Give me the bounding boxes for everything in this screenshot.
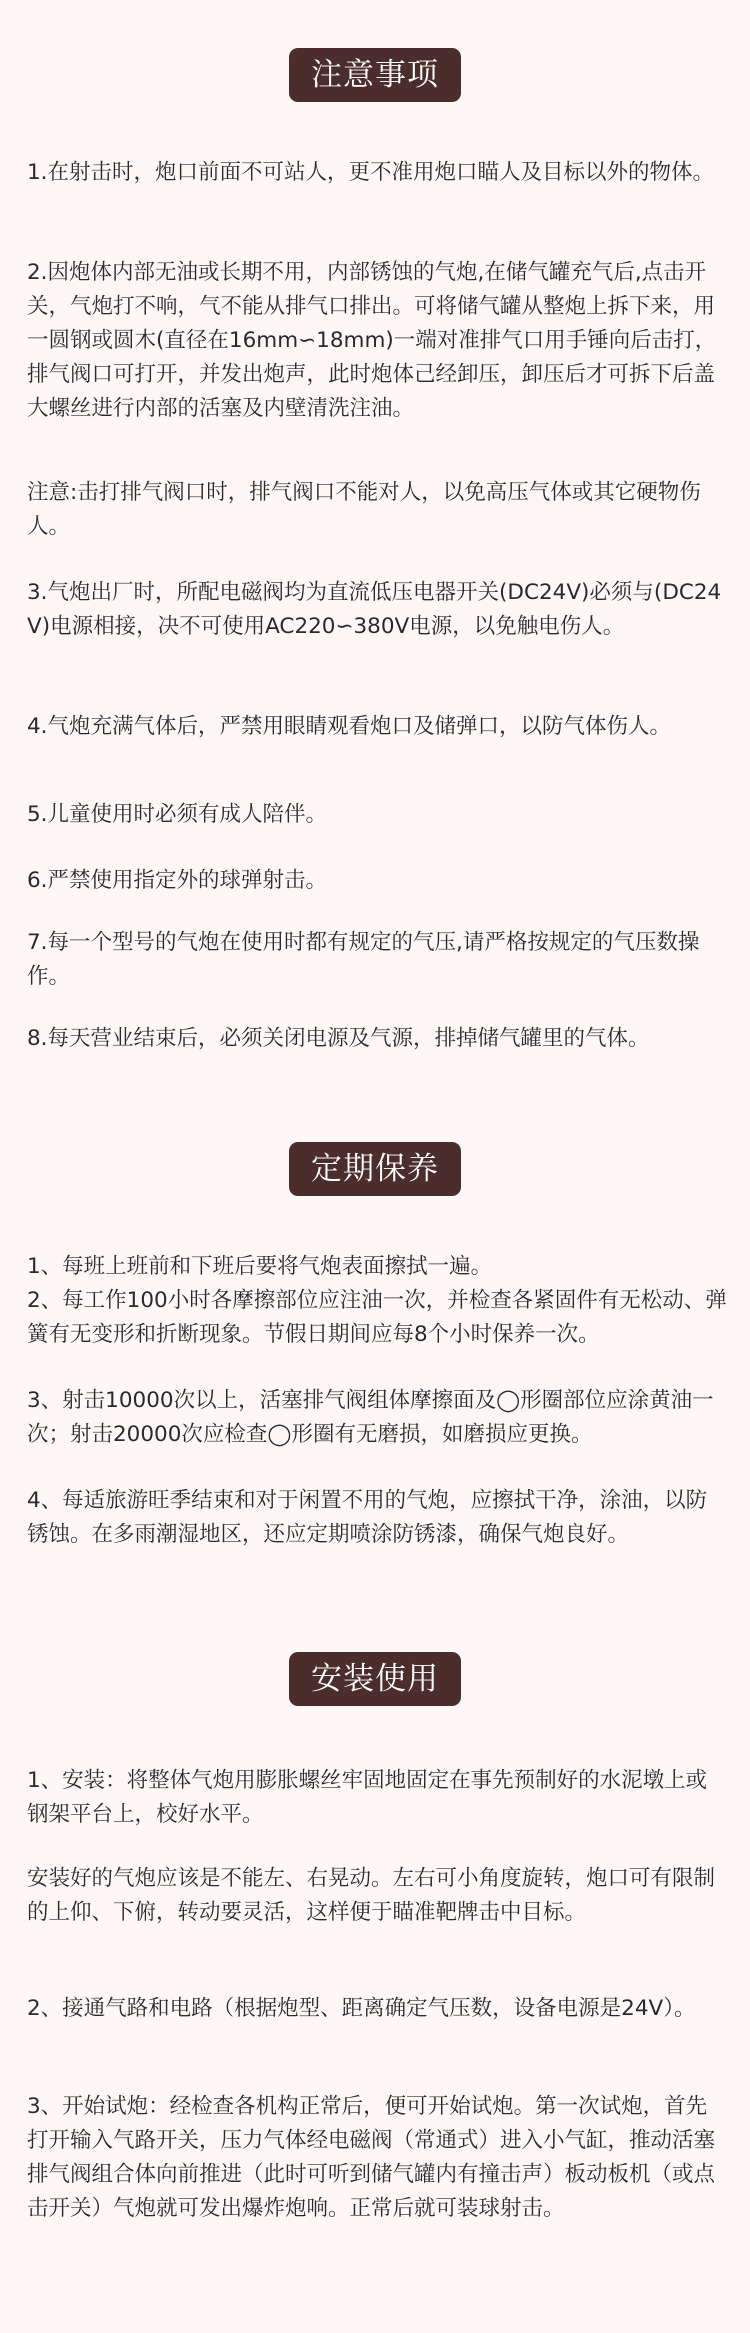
notice-item-3: 3.气炮出厂时，所配电磁阀均为直流低压电器开关(DC24V)必须与(DC24V)电源相接，决不可使用AC220∽380V电源，以免触电伤人。 [27,580,722,639]
install-title: 安装使用 [289,1652,461,1706]
notice-item-5: 5.儿童使用时必须有成人陪伴。 [27,802,328,827]
notice-item-7: 7.每一个型号的气炮在使用时都有规定的气压,请严格按规定的气压数操作。 [27,930,700,989]
maintenance-item-3: 3、射击10000次以上，活塞排气阀组体摩擦面及◯形圈部位应涂黄油一次；射击20000次应检查◯形圈有无磨损，如磨损应更换。 [27,1388,714,1447]
maintenance-item-1: 1、每班上班前和下班后要将气炮表面擦拭一遍。 [27,1254,493,1279]
maintenance-item-4: 4、每适旅游旺季结束和对于闲置不用的气炮，应擦拭干净，涂油，以防锈蚀。在多雨潮湿地区，还应定期喷涂防锈漆，确保气炮良好。 [27,1488,708,1547]
notice-item-6: 6.严禁使用指定外的球弹射击。 [27,868,328,893]
install-item-3: 3、开始试炮：经检查各机构正常后，便可开始试炮。第一次试炮，首先打开输入气路开关，压力气体经电磁阀（常通式）进入小气缸，推动活塞排气阀组合体向前推进（此时可听到储气罐内有撞击声）板动板机（或点击开关）气炮就可发出爆炸炮响。正常后就可装球射击。 [27,2094,716,2221]
notice-item-8: 8.每天营业结束后，必须关闭电源及气源，排掉储气罐里的气体。 [27,1026,650,1051]
notice-item-4: 4.气炮充满气体后，严禁用眼睛观看炮口及储弹口，以防气体伤人。 [27,714,672,739]
install-item-1: 1、安装：将整体气炮用膨胀螺丝牢固地固定在事先预制好的水泥墩上或钢架平台上，校好水平。 [27,1768,708,1827]
install-note: 安装好的气炮应该是不能左、右晃动。左右可小角度旋转，炮口可有限制的上仰、下俯，转动要灵活，这样便于瞄准靶牌击中目标。 [27,1866,716,1925]
maintenance-item-2: 2、每工作100小时各摩擦部位应注油一次，并检查各紧固件有无松动、弹簧有无变形和折断现象。节假日期间应每8个小时保养一次。 [27,1288,727,1347]
notice-title: 注意事项 [289,48,461,102]
maintenance-title: 定期保养 [289,1142,461,1196]
install-item-2: 2、接通气路和电路（根据炮型、距离确定气压数，设备电源是24V）。 [27,1996,696,2021]
notice-item-1: 1.在射击时，炮口前面不可站人，更不准用炮口瞄人及目标以外的物体。 [27,160,715,185]
notice-item-2: 2.因炮体内部无油或长期不用，内部锈蚀的气炮,在储气罐充气后,点击开关，气炮打不响，气不能从排气口排出。可将储气罐从整炮上拆下来，用一圆钢或圆木(直径在16mm∽18mm)一端对准排气口用手锤向后击打，排气阀口可打开，并发出炮声，此时炮体己经卸压，卸压后才可拆下后盖大螺丝进行内部的活塞及内壁清洗注油。 [27,260,717,421]
notice-caution: 注意:击打排气阀口时，排气阀口不能对人，以免高压气体或其它硬物伤人。 [27,480,701,539]
